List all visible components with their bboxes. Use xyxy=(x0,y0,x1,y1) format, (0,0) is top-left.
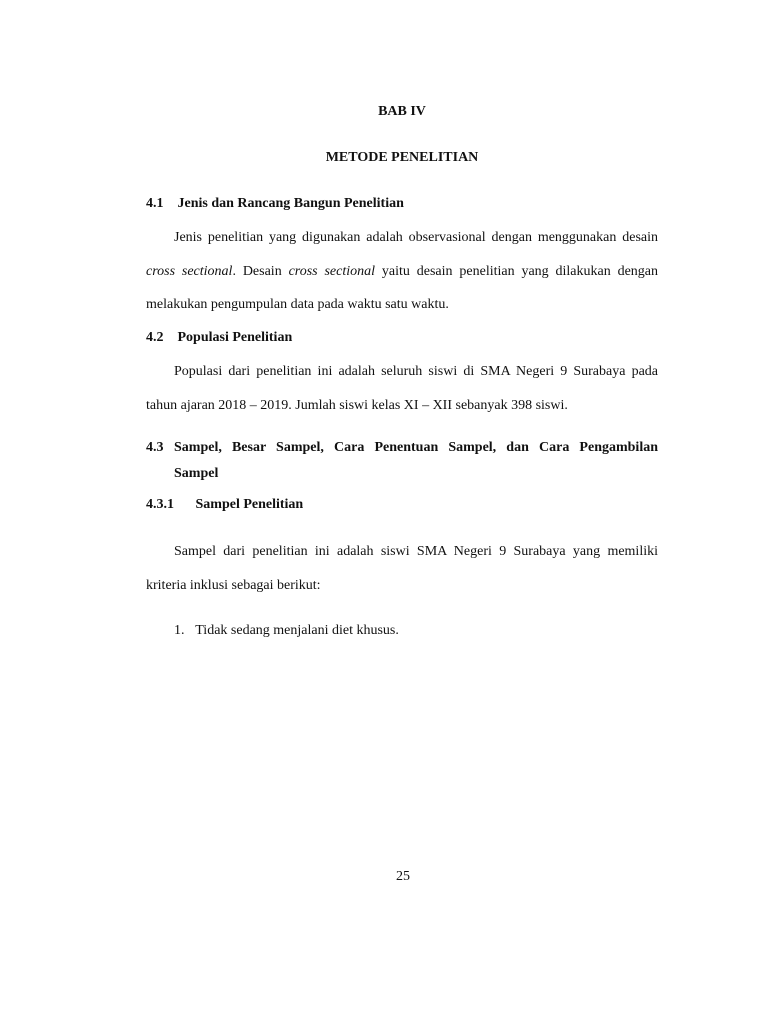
section-4-1-title: Jenis dan Rancang Bangun Penelitian xyxy=(177,196,404,211)
section-4-1-term-1: cross sectional xyxy=(146,263,233,279)
section-4-1-text-c: yaitu desain penelitian yang dilakukan dengan melakukan pengumpulan data pada waktu satu waktu. xyxy=(146,263,659,312)
section-4-3-number: 4.3 xyxy=(146,440,164,455)
section-4-1-text-b: . Desain xyxy=(232,263,282,279)
section-4-2-number: 4.2 xyxy=(146,330,164,345)
chapter-label: BAB IV xyxy=(378,104,426,119)
section-4-2-title: Populasi Penelitian xyxy=(177,330,293,345)
page-number: 25 xyxy=(396,869,410,884)
section-4-2-paragraph: Populasi dari penelitian ini adalah seluruh siswi di SMA Negeri 9 Surabaya pada tahun ajaran 2018 – 2019. Jumlah siswi kelas XI – XII sebanyak 398 siswi. xyxy=(146,364,658,413)
chapter-title: METODE PENELITIAN xyxy=(325,150,479,165)
section-4-3-1-title: Sampel Penelitian xyxy=(195,497,304,512)
section-4-3-1-number: 4.3.1 xyxy=(146,497,174,512)
section-4-3-1-heading xyxy=(146,497,658,513)
section-4-1-paragraph xyxy=(146,221,658,322)
section-4-1-term-2: cross sectional xyxy=(288,263,376,279)
section-4-3-title-line-2: Sampel xyxy=(174,465,219,481)
section-4-3-heading xyxy=(146,431,658,490)
section-4-3-1-paragraph: Sampel dari penelitian ini adalah siswi SMA Negeri 9 Surabaya yang memiliki kriteria inklusi sebagai berikut: xyxy=(146,544,658,593)
criteria-item-number: 1. xyxy=(174,623,185,638)
section-4-1-number: 4.1 xyxy=(146,196,164,211)
section-4-2-heading xyxy=(146,330,658,346)
section-4-3-heading-line-1 xyxy=(146,431,658,465)
section-4-1-text-a: Jenis penelitian yang digunakan adalah observasional dengan menggunakan desain xyxy=(174,230,658,245)
section-4-1-heading xyxy=(146,196,658,212)
section-4-3-title-line-1: Sampel, Besar Sampel, Cara Penentuan Sampel, dan Cara Pengambilan xyxy=(174,440,658,455)
criteria-list-item xyxy=(146,621,658,641)
criteria-item-text: Tidak sedang menjalani diet khusus. xyxy=(195,623,399,638)
